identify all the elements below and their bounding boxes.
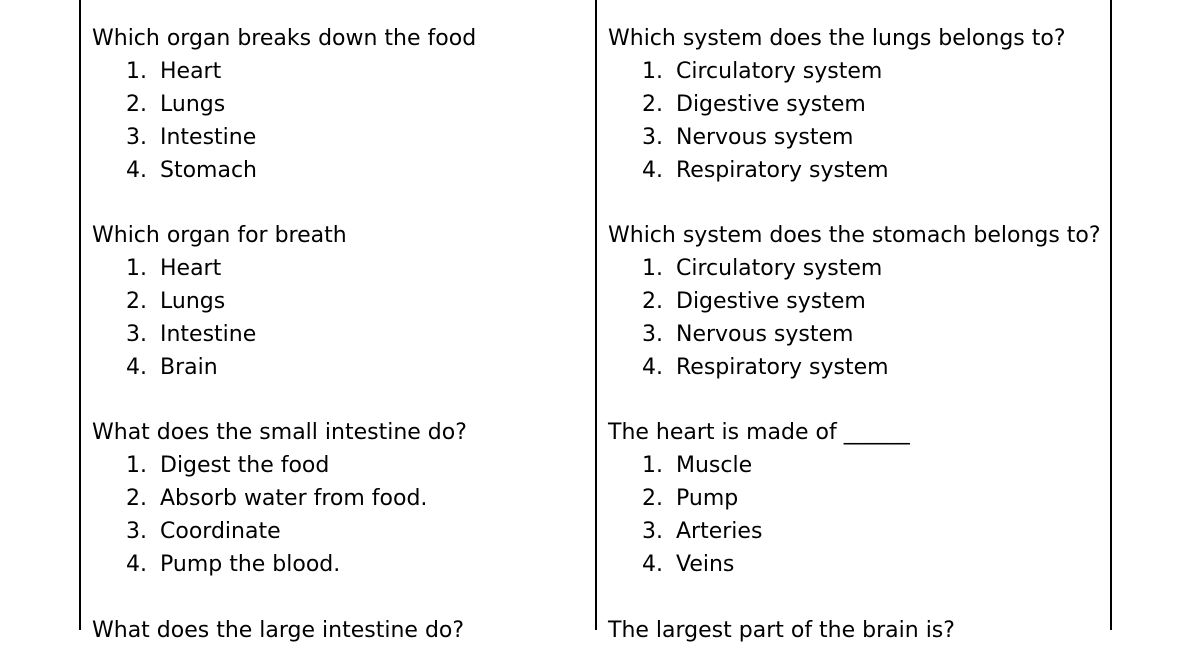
option-item: 4. Veins [642, 552, 735, 577]
right-column [608, 22, 1101, 613]
options-list [92, 449, 476, 581]
option-item: 4. Respiratory system [642, 355, 889, 380]
options-list [92, 55, 476, 187]
question-block-1 [92, 22, 476, 219]
question-text: The heart is made of ______ [608, 420, 910, 445]
question-block-5 [608, 219, 1101, 416]
option-item: 1. Heart [126, 59, 222, 84]
left-column [92, 22, 476, 613]
option-item: 4. Brain [126, 355, 218, 380]
option-item: 3. Coordinate [126, 519, 281, 544]
option-item: 2. Absorb water from food. [126, 486, 428, 511]
option-item: 1. Circulatory system [642, 59, 883, 84]
option-item: 1. Muscle [642, 453, 753, 478]
option-item: 4. Respiratory system [642, 158, 889, 183]
middle-border [595, 0, 597, 630]
options-list [608, 252, 1101, 384]
question-block-6 [608, 416, 1101, 613]
option-item: 3. Intestine [126, 125, 257, 150]
question-block-3 [92, 416, 476, 613]
option-item: 3. Arteries [642, 519, 763, 544]
question-text: Which system does the lungs belongs to? [608, 26, 1066, 51]
option-item: 1. Heart [126, 256, 222, 281]
options-list [608, 55, 1101, 187]
option-item: 3. Intestine [126, 322, 257, 347]
question-text: Which system does the stomach belongs to? [608, 223, 1101, 248]
options-list [608, 449, 1101, 581]
right-border [1110, 0, 1112, 630]
option-item: 1. Circulatory system [642, 256, 883, 281]
option-item: 2. Lungs [126, 289, 226, 314]
option-item: 4. Stomach [126, 158, 258, 183]
options-list [92, 252, 476, 384]
option-item: 3. Nervous system [642, 125, 854, 150]
question-text-cut-left: What does the large intestine do? [92, 618, 465, 643]
option-item: 2. Lungs [126, 92, 226, 117]
option-item: 3. Nervous system [642, 322, 854, 347]
option-item: 1. Digest the food [126, 453, 330, 478]
option-item: 2. Digestive system [642, 289, 866, 314]
question-text: Which organ breaks down the food [92, 26, 477, 51]
question-text-cut-right: The largest part of the brain is? [608, 618, 955, 643]
question-block-2 [92, 219, 476, 416]
question-block-4 [608, 22, 1101, 219]
question-text: What does the small intestine do? [92, 420, 467, 445]
option-item: 2. Digestive system [642, 92, 866, 117]
option-item: 4. Pump the blood. [126, 552, 341, 577]
left-border [79, 0, 81, 630]
option-item: 2. Pump [642, 486, 739, 511]
question-text: Which organ for breath [92, 223, 347, 248]
